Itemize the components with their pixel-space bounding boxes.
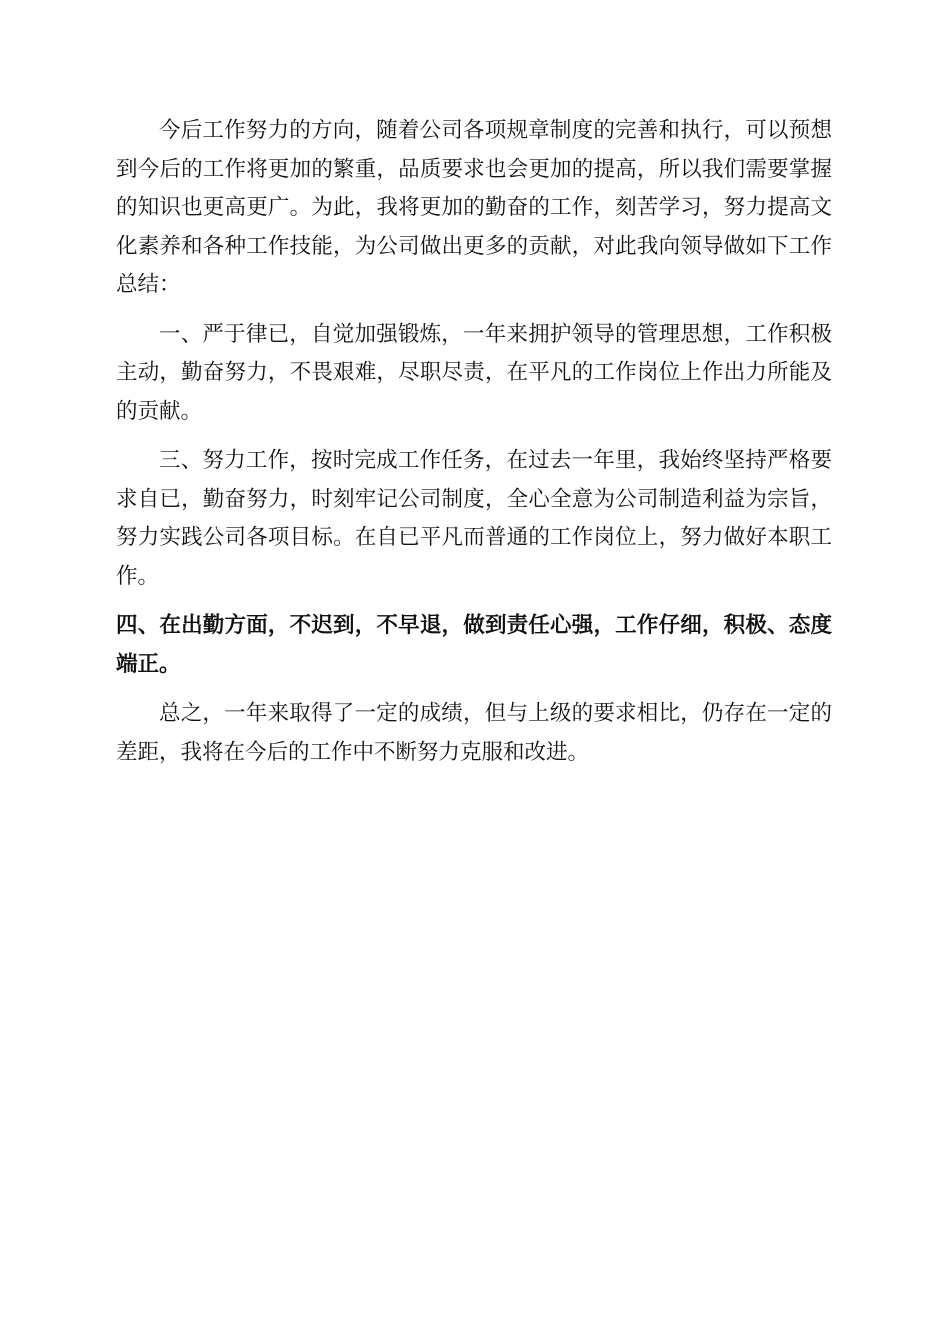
paragraph-discipline: 一、严于律已，自觉加强锻炼，一年来拥护领导的管理思想，工作积极主动，勤奋努力，不畏艰难，尽职尽责，在平凡的工作岗位上作出力所能及的贡献。 (116, 321, 832, 424)
paragraph-work-tasks: 三、努力工作，按时完成工作任务，在过去一年里，我始终坚持严格要求自已，勤奋努力，时刻牢记公司制度，全心全意为公司制造利益为宗旨，努力实践公司各项目标。在自已平凡而普通的工作岗位上，努力做好本职工作。 (116, 448, 832, 589)
paragraph-conclusion: 总之，一年来取得了一定的成绩，但与上级的要求相比，仍存在一定的差距，我将在今后的工作中不断努力克服和改进。 (116, 701, 832, 765)
document-body (116, 112, 832, 783)
paragraph-attendance: 四、在出勤方面，不迟到，不早退，做到责任心强，工作仔细，积极、态度端正。 (116, 613, 832, 677)
paragraph-direction: 今后工作努力的方向，随着公司各项规章制度的完善和执行，可以预想到今后的工作将更加的繁重，品质要求也会更加的提高，所以我们需要掌握的知识也更高更广。为此，我将更加的勤奋的工作，刻苦学习，努力提高文化素养和各种工作技能，为公司做出更多的贡献，对此我向领导做如下工作总结： (116, 118, 832, 297)
